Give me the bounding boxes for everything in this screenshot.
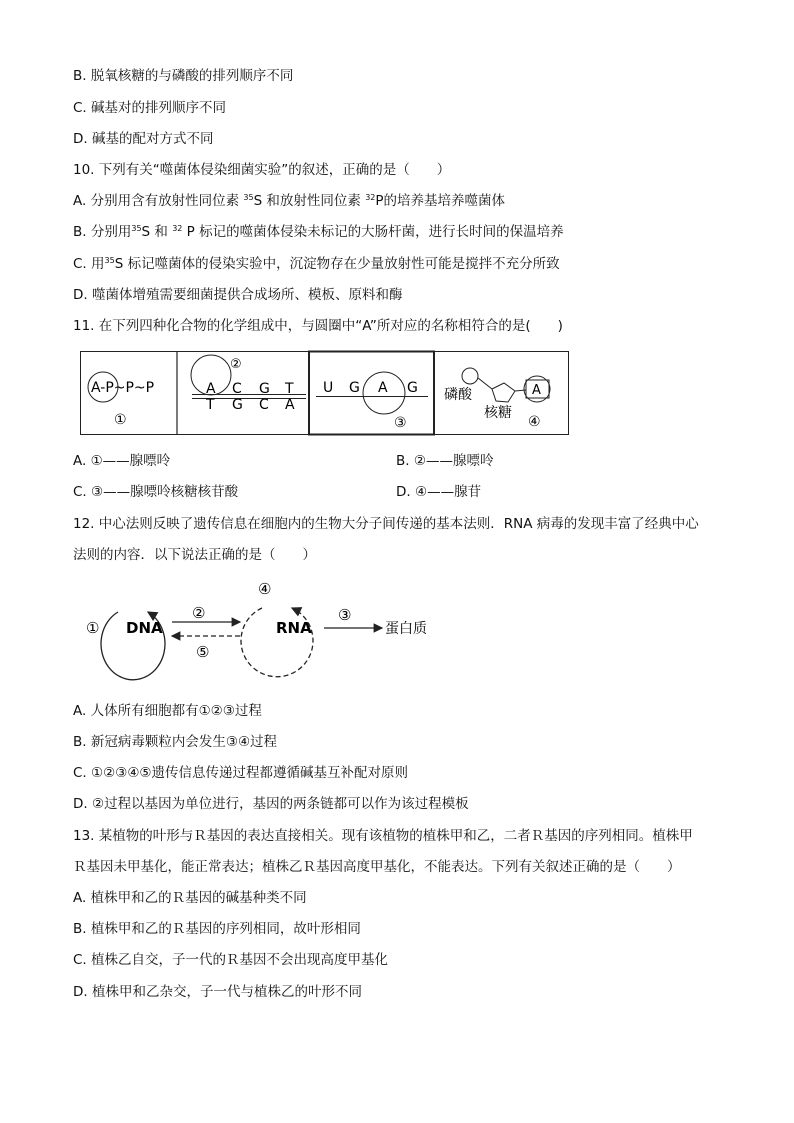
q13-option-c: C. 植株乙自交，子一代的Ｒ基因不会出现高度甲基化 [73,952,389,968]
q13-option-b: B. 植株甲和乙的Ｒ基因的序列相同，故叶形相同 [73,921,361,937]
p2-top-base: T [285,381,294,397]
p3-base: G [407,380,418,396]
q10-option-a: A. 分别用含有放射性同位素 $^{35}$S 和放射性同位素 $^{32}$P的培养基培养噬菌体 [73,193,506,209]
p1-formula: A-P~P~P [91,380,155,396]
p2-bottom-base: T [206,397,215,413]
label-4: ④ [258,580,272,598]
q12-stem-line1: 12. 中心法则反映了遗传信息在细胞内的生物大分子间传递的基本法则．RNA 病毒的发现丰富了经典中心 [73,516,699,532]
q10-stem: 10. 下列有关“噬菌体侵染细菌实验”的叙述，正确的是（ ） [73,162,451,178]
q9-option-d: D. 碱基的配对方式不同 [73,131,214,147]
label-3: ③ [338,606,352,624]
q9-option-c: C. 碱基对的排列顺序不同 [73,100,227,116]
p4-phosphate-circle [462,368,478,384]
q13-stem-line1: 13. 某植物的叶形与Ｒ基因的表达直接相关。现有该植物的植株甲和乙，二者Ｒ基因的序列相同。植株甲 [73,828,693,844]
q11-option-c: C. ③——腺嘌呤核糖核苷酸 [73,484,239,500]
q12-option-b: B. 新冠病毒颗粒内会发生③④过程 [73,734,278,750]
p2-bottom-base: C [259,397,269,413]
p4-base: A [532,383,541,398]
label-5: ⑤ [196,643,210,661]
label-1: ① [86,619,100,637]
q13-option-a: A. 植株甲和乙的Ｒ基因的碱基种类不同 [73,890,307,906]
q10-option-d: D. 噬菌体增殖需要细菌提供合成场所、模板、原料和酶 [73,287,403,303]
p3-base: A [378,380,388,396]
label-2: ② [192,604,206,622]
p4-sugar-pentagon [492,383,515,402]
q11-option-b: B. ②——腺嘌呤 [396,453,494,469]
p2-top-base: G [259,381,270,397]
p4-sugar: 核糖 [484,405,512,421]
q11-option-a: A. ①——腺嘌呤 [73,453,171,469]
protein-label: 蛋白质 [385,621,427,637]
q12-option-c: C. ①②③④⑤遗传信息传递过程都遵循碱基互补配对原则 [73,765,409,781]
q12-option-a: A. 人体所有细胞都有①②③过程 [73,703,262,719]
p2-top-base: C [232,381,242,397]
q10-option-c: C. 用$^{35}$S 标记噬菌体的侵染实验中，沉淀物存在少量放射性可能是搅拌不充分所致 [73,256,560,272]
q13-stem-line2: Ｒ基因未甲基化，能正常表达；植株乙Ｒ基因高度甲基化，不能表达。下列有关叙述正确的是（ ） [73,859,681,875]
q11-stem: 11. 在下列四种化合物的化学组成中，与圆圈中“A”所对应的名称相符合的是( ) [73,318,563,334]
q9-option-b: B. 脱氧核糖的与磷酸的排列顺序不同 [73,68,294,84]
p1-number: ① [114,412,127,428]
q13-option-d: D. 植株甲和乙杂交，子一代与植株乙的叶形不同 [73,984,362,1000]
dna-label: DNA [126,619,163,637]
q11-compound-diagram [80,349,570,436]
p3-number: ③ [394,415,407,431]
rna-label: RNA [276,619,312,637]
q12-stem-line2: 法则的内容．以下说法正确的是（ ） [73,547,316,563]
q12-central-dogma-diagram [80,578,460,688]
q10-option-b: B. 分别用$^{35}$S 和 $^{32}$ P 标记的噬菌体侵染未标记的大肠杆菌，进行长时间的保温培养 [73,224,564,240]
q12-option-d: D. ②过程以基因为单位进行，基因的两条链都可以作为该过程模板 [73,796,469,812]
p2-bottom-base: A [285,397,295,413]
q11-option-d: D. ④——腺苷 [396,484,482,500]
p2-top-base: A [206,381,216,397]
p3-base: U [323,380,334,396]
p4-phosphate: 磷酸 [444,387,472,403]
p2-number: ② [230,357,242,372]
p4-number: ④ [528,414,541,430]
p2-bottom-base: G [232,397,243,413]
p3-base: G [349,380,360,396]
